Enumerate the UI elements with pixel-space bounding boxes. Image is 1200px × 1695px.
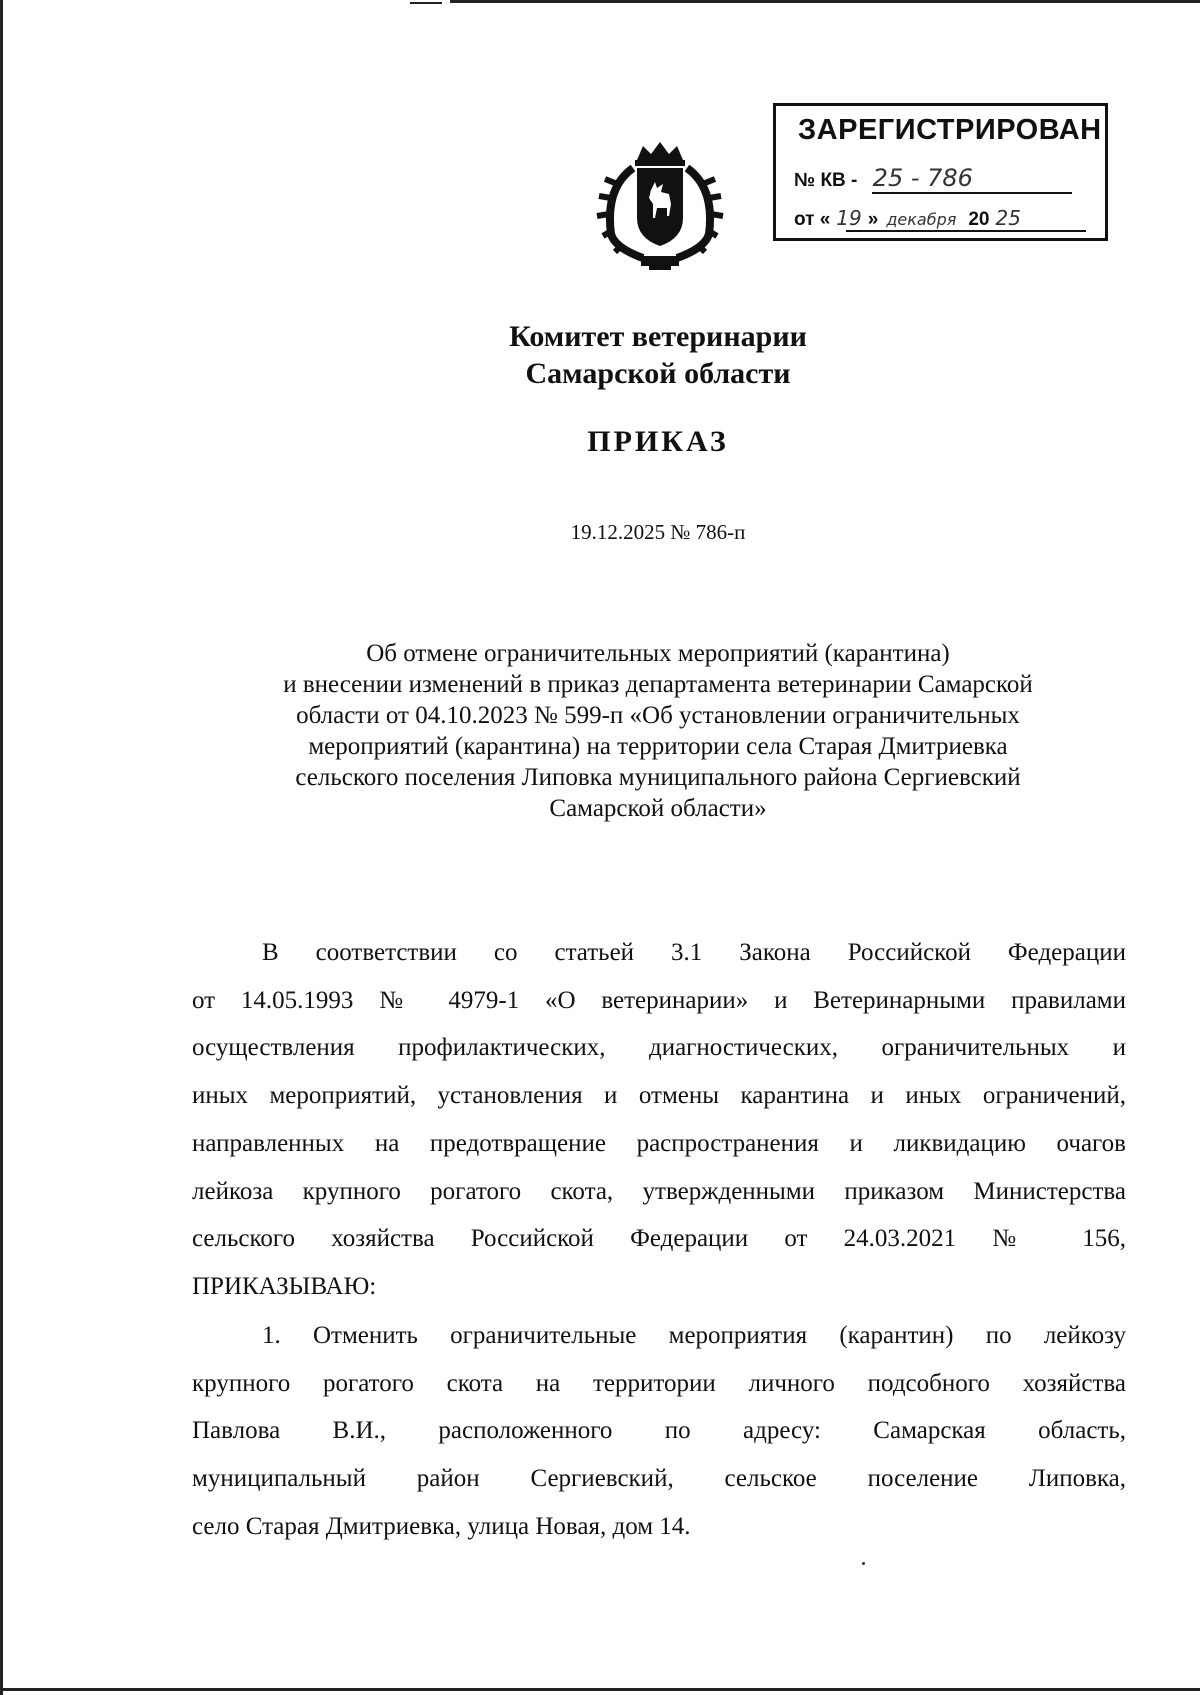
- stamp-date-month: декабря: [886, 210, 957, 229]
- stamp-year-prefix: 20: [968, 209, 990, 230]
- document-subject: [200, 638, 1116, 824]
- body-line: крупного рогатого скота на территории личного подсобного хозяйства: [192, 1369, 1126, 1397]
- subject-line: Самарской области»: [549, 795, 767, 822]
- page-border-left: [0, 0, 3, 1695]
- page-border-top-dash: [410, 2, 442, 4]
- body-line: Павлова В.И., расположенного по адресу: Самарская область,: [192, 1417, 1126, 1445]
- stamp-number-underline: [872, 192, 1072, 194]
- samara-coat-of-arms-emblem: [585, 138, 735, 273]
- body-line: сельского хозяйства Российской Федерации от 24.03.2021 № 156,: [192, 1225, 1126, 1253]
- body-line: направленных на предотвращение распространения и ликвидацию очагов: [192, 1129, 1126, 1157]
- stamp-date-underline: [846, 230, 1086, 232]
- page-border-bottom: [0, 1688, 1200, 1691]
- body-line: ПРИКАЗЫВАЮ:: [192, 1272, 377, 1300]
- document-date-number: 19.12.2025 № 786-п: [570, 520, 746, 544]
- body-line: село Старая Дмитриевка, улица Новая, дом 14.: [192, 1512, 691, 1540]
- preamble-paragraph: [192, 929, 1126, 1311]
- stamp-title: ЗАРЕГИСТРИРОВАН: [798, 114, 1102, 146]
- document-type-title: ПРИКАЗ: [587, 425, 729, 458]
- stamp-number-row: [794, 164, 973, 192]
- body-line: муниципальный район Сергиевский, сельское поселение Липовка,: [192, 1465, 1126, 1493]
- stamp-year-suffix: 25: [995, 206, 1021, 230]
- body-line: осуществления профилактических, диагностических, ограничительных и: [192, 1034, 1126, 1062]
- organization-name-line2: Самарской области: [525, 357, 791, 390]
- stamp-date-prefix: от «: [794, 209, 831, 230]
- stamp-number-label: № КВ -: [794, 170, 858, 191]
- subject-line: Об отмене ограничительных мероприятий (карантина): [366, 640, 950, 667]
- page-border-top: [450, 0, 1200, 3]
- body-line: иных мероприятий, установления и отмены карантина и иных ограничений,: [192, 1082, 1126, 1110]
- stamp-number-value: 25 - 786: [872, 164, 973, 192]
- stamp-date-day: 19: [836, 206, 862, 230]
- scan-speck: [862, 1562, 865, 1565]
- subject-line: мероприятий (карантина) на территории села Старая Дмитриевка: [308, 733, 1008, 760]
- organization-name-line1: Комитет ветеринарии: [509, 320, 807, 353]
- registration-stamp: [773, 103, 1108, 241]
- stamp-date-sep: »: [867, 209, 879, 230]
- organization-name: [400, 318, 916, 392]
- subject-line: и внесении изменений в приказ департамента ветеринарии Самарской: [283, 671, 1033, 698]
- body-line: от 14.05.1993 № 4979-1 «О ветеринарии» и Ветеринарными правилами: [192, 986, 1126, 1014]
- order-item-1-paragraph: [192, 1312, 1126, 1551]
- stamp-date-row: [794, 206, 1021, 231]
- body-line: 1. Отменить ограничительные мероприятия (карантин) по лейкозу: [262, 1322, 1126, 1349]
- body-line: лейкоза крупного рогатого скота, утвержденными приказом Министерства: [192, 1177, 1126, 1205]
- subject-line: области от 04.10.2023 № 599-п «Об установлении ограничительных: [296, 702, 1020, 729]
- body-line: В соответствии со статьей 3.1 Закона Российской Федерации: [262, 939, 1126, 966]
- subject-line: сельского поселения Липовка муниципального района Сергиевский: [295, 764, 1021, 791]
